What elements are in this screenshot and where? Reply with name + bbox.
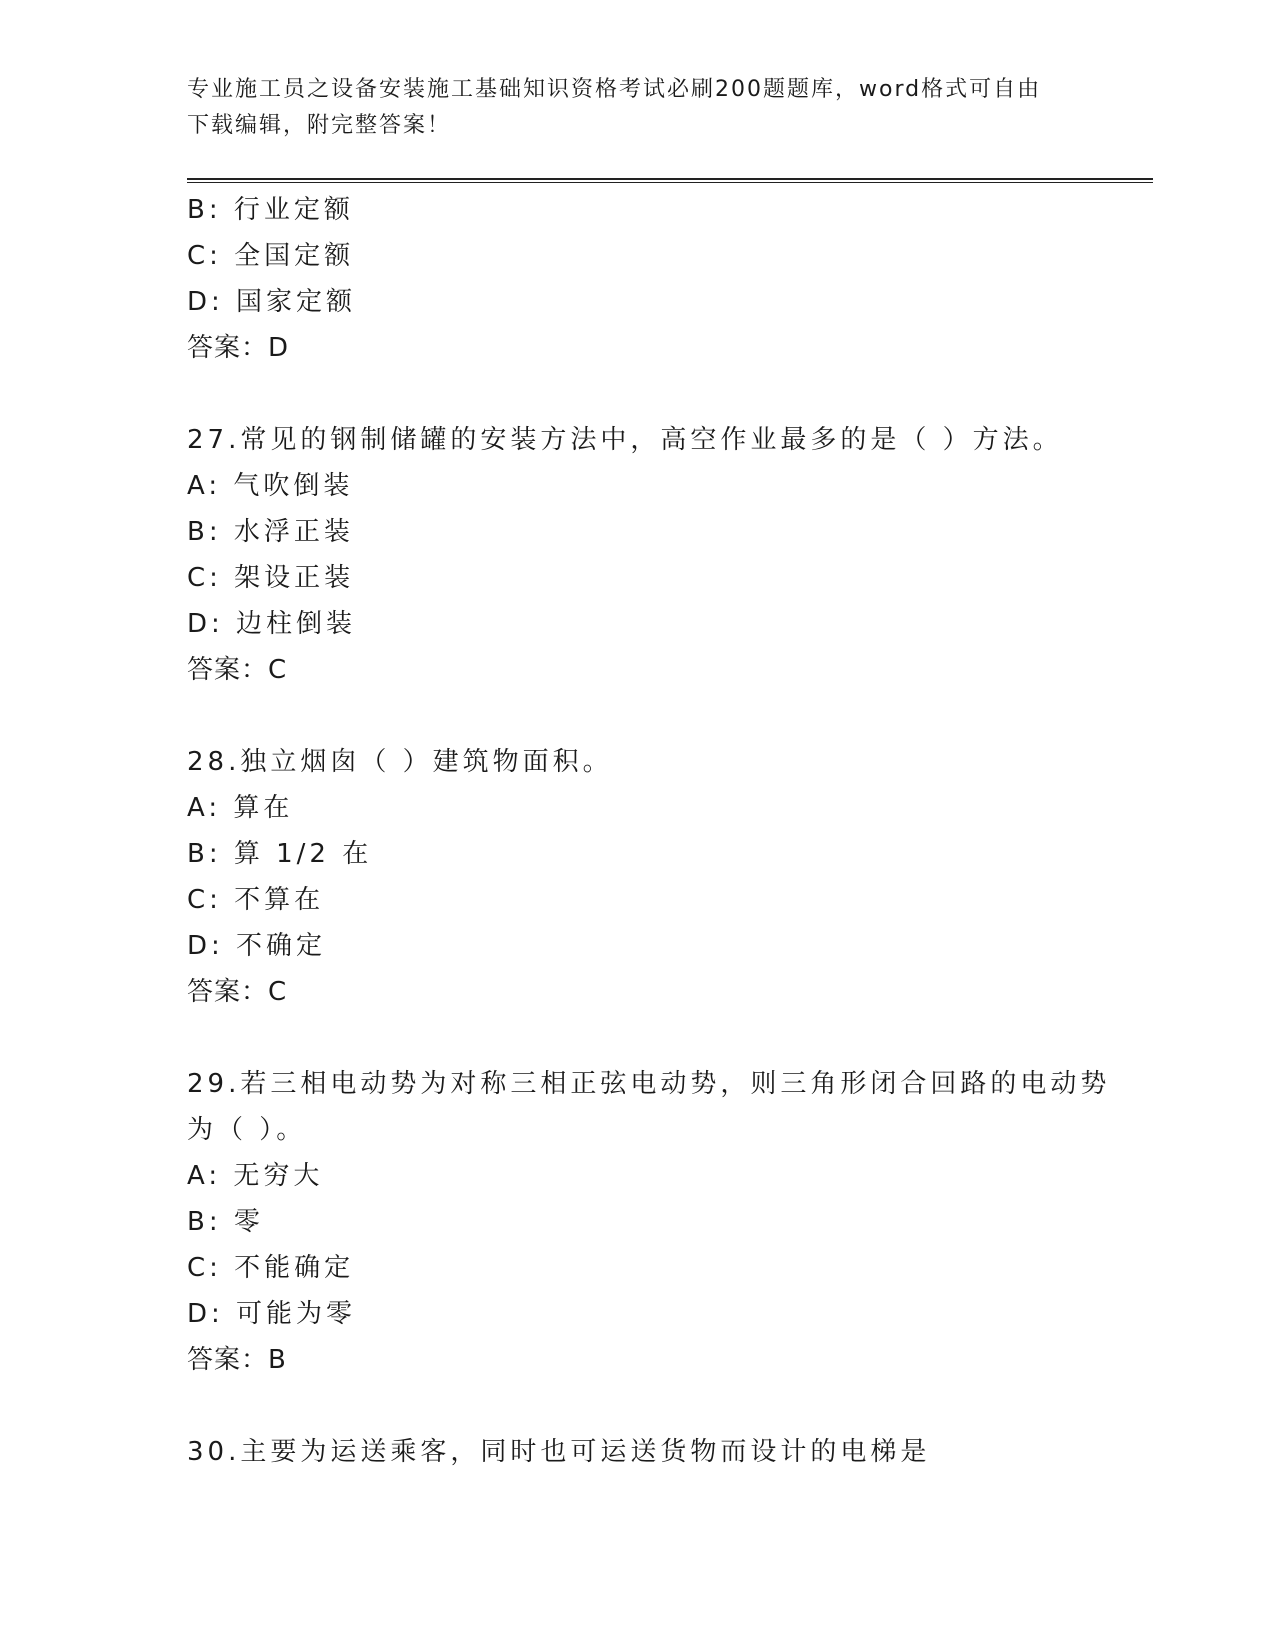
- header-line-2: 下载编辑，附完整答案！: [187, 113, 452, 138]
- option-a: A: 无穷大: [187, 1161, 324, 1191]
- question-text: 27.常见的钢制储罐的安装方法中，高空作业最多的是（ ）方法。: [187, 425, 1063, 455]
- header-divider: [187, 178, 1153, 183]
- option-d: D: 不确定: [187, 931, 327, 961]
- spacer: [187, 693, 1087, 739]
- option-c: C: 不能确定: [187, 1253, 355, 1283]
- option-a: A: 气吹倒装: [187, 471, 354, 501]
- option-d: D: 可能为零: [187, 1299, 357, 1329]
- question-text-line-1: 29.若三相电动势为对称三相正弦电动势，则三角形闭合回路的电动势: [187, 1069, 1111, 1099]
- question-text-line-2: 为（ ）。: [187, 1115, 307, 1145]
- question-30: [187, 1429, 1087, 1475]
- spacer: [187, 371, 1087, 417]
- answer: 答案：D: [187, 333, 290, 363]
- answer: 答案：C: [187, 977, 288, 1007]
- question-28: [187, 739, 1087, 1015]
- option-a: A: 算在: [187, 793, 294, 823]
- option-d: D: 边柱倒装: [187, 609, 357, 639]
- spacer: [187, 1383, 1087, 1429]
- option-b: B: 零: [187, 1207, 264, 1237]
- option-c: C: 不算在: [187, 885, 325, 915]
- answer: 答案：B: [187, 1345, 287, 1375]
- option-c: C: 架设正装: [187, 563, 355, 593]
- question-27: [187, 417, 1087, 693]
- question-list: [187, 187, 1111, 1475]
- question-text: 28.独立烟囱（ ）建筑物面积。: [187, 747, 613, 777]
- option-b: B: 水浮正装: [187, 517, 354, 547]
- document-header: [187, 72, 1067, 144]
- answer: 答案：C: [187, 655, 288, 685]
- header-line-1: 专业施工员之设备安装施工基础知识资格考试必刷200题题库，word格式可自由: [187, 77, 1042, 102]
- question-26: [187, 187, 1087, 371]
- option-c: C: 全国定额: [187, 241, 355, 271]
- option-b: B: 行业定额: [187, 195, 354, 225]
- spacer: [187, 1015, 1087, 1061]
- question-text: 30.主要为运送乘客，同时也可运送货物而设计的电梯是: [187, 1437, 931, 1467]
- question-29: [187, 1061, 1111, 1383]
- option-b: B: 算 1/2 在: [187, 839, 373, 869]
- option-d: D: 国家定额: [187, 287, 357, 317]
